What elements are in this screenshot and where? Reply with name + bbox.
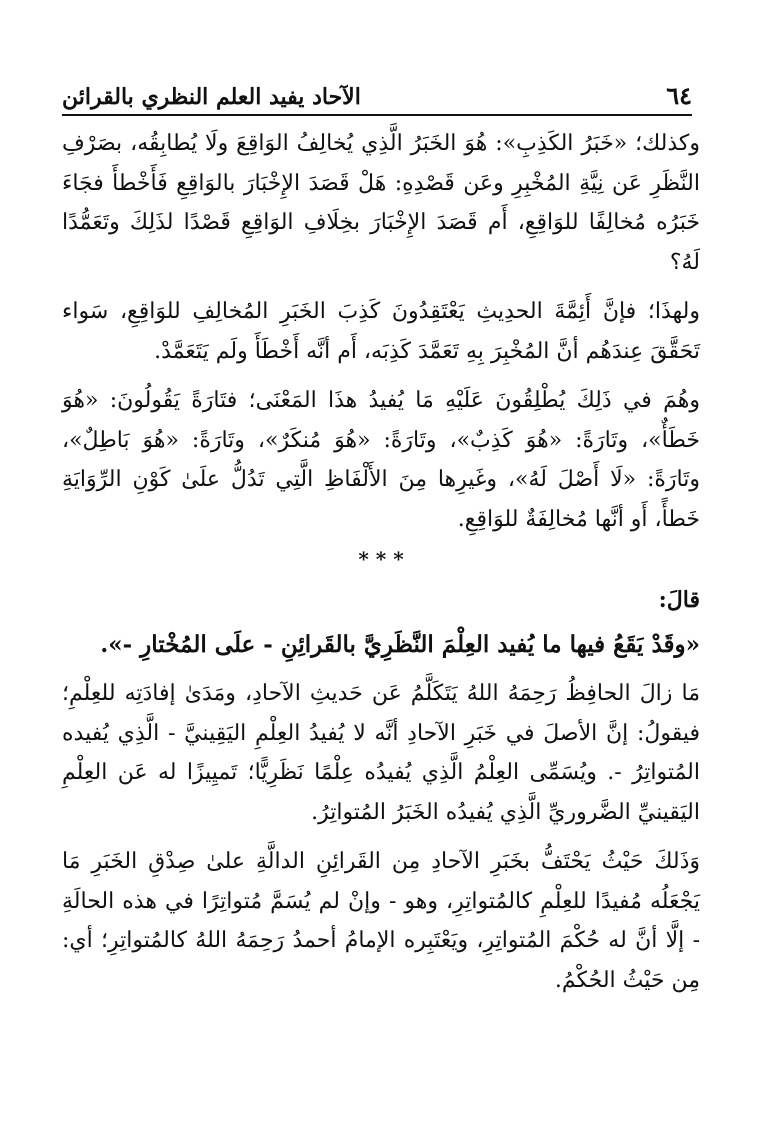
paragraph: ولهذَا؛ فإنَّ أَئِمَّةَ الحدِيثِ يَعْتَقِدُونَ كَذِبَ الخَبَرِ المُخالِفِ للوَاقِعِ، سَواء تَحَقَّقَ عِندَهُم أنَّ المُخْبِرَ بِهِ تَعَمَّدَ كَذِبَه، أَم أنَّه أَخْطَأَ ولَم يَتَعَمَّدْ. (62, 299, 700, 364)
paragraph: وهُمَ في ذَلِكَ يُطْلِقُونَ عَلَيْهِ مَا يُفيدُ هذَا المَعْنَى؛ فتَارَةً يَقُولُونَ: «هُوَ خَطَأٌ»، وتَارَةً: «هُوَ كَذِبٌ»، وتَارَةً: «هُوَ مُنكَرٌ»، وتَارَةً: «هُوَ بَاطِلٌ»، وتَارَةً: «لَا أَصْلَ لَهُ»، وغَيرِها مِنَ الأَلْفَاظِ الَّتِي تَدُلُّ علَىٰ كَوْنِ الرِّوَايَةِ خَطأً، أَو أنَّها مُخالِفَةٌ للوَاقِعِ. (62, 388, 700, 532)
running-title: الآحاد يفيد العلم النظري بالقرائن (62, 84, 361, 110)
qal-heading: قالَ: (658, 587, 700, 613)
paragraph: وكذلك؛ «خَبَرُ الكَذِبِ»: هُوَ الخَبَرُ الَّذِي يُخالِفُ الوَاقِعَ ولَا يُطابِقُه، بصَرْفِ النَّظَرِ عَن نِيَّةِ المُخْبِرِ وعَن قَصْدِهِ: هَلْ قَصَدَ الإِخْبَارَ بالوَاقِعِ فَأَخْطأَ فجَاءَ خَبَرُه مُخالِفًا للوَاقِعِ، أَم قَصَدَ الإِخْبَارَ بخِلَافِ الوَاقِعِ قَصْدًا لذَلِكَ وتَعَمُّدًا لَهُ؟ (62, 131, 700, 275)
page-body (62, 120, 700, 1000)
section-separator: * * * (358, 547, 404, 571)
header-rule (62, 114, 692, 116)
quoted-text: «وقَدْ يَقَعُ فيها ما يُفيد العِلْمَ النَّظَرِيَّ بالقَرائِنِ - علَى المُخْتارِ -». (100, 630, 700, 658)
commentary-paragraph: وَذَلكَ حَيْثُ يَحْتَفُّ بخَبَرِ الآحادِ مِن القَرائِنِ الدالَّةِ علىٰ صِدْقِ الخَبَرِ مَا يَجْعَلُه مُفيدًا للعِلْمِ كالمُتواتِرِ، وهو - وإنْ لم يُسَمَّ مُتواتِرًا في هذه الحالَةِ - إلَّا أنَّ له حُكْمَ المُتواتِرِ، ويَعْتَبِره الإمامُ أحمدُ رَحِمَهُ اللهُ كالمُتواتِرِ؛ أي: مِن حَيْثُ الحُكْمُ. (62, 849, 700, 993)
commentary-paragraph: مَا زالَ الحافِظُ رَحِمَهُ اللهُ يَتَكَلَّمُ عَن حَديثِ الآحادِ، ومَدَىٰ إفادَتِه للعِلْمِ؛ فيقولُ: إنَّ الأصلَ في خَبَرِ الآحادِ أنَّه لا يُفيدُ العِلْمِ اليَقِينيَّ - الَّذِي يُفيده المُتواتِرُ -. ويُسَمِّى العِلْمُ الَّذِي يُفيدُه عِلْمًا نَظَرِيًّا؛ تَميِيزًا له عَن العِلْمِ اليَقينيِّ الضَّروريِّ الَّذِي يُفيدُه الخَبَرُ المُتواتِرُ. (62, 681, 700, 825)
page-header (62, 66, 692, 110)
page-number: ٦٤ (666, 81, 692, 110)
